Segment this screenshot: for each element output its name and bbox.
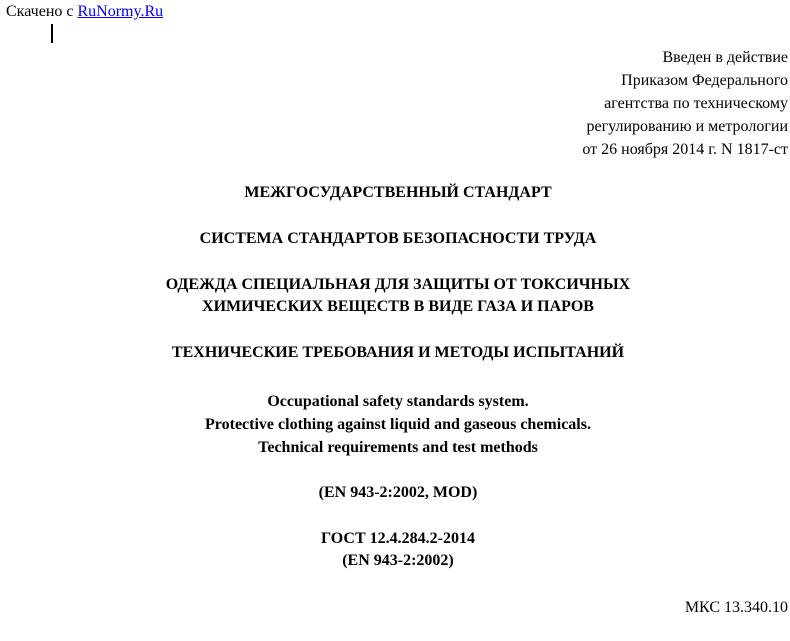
protective-clothing-heading — [0, 274, 790, 318]
gost-identifier-block — [0, 528, 790, 572]
intro-line-3: агентства по техническому — [604, 95, 788, 112]
english-title-block — [0, 390, 790, 459]
download-source-label: Скачено с — [6, 3, 74, 20]
gost-number: ГОСТ 12.4.284.2-2014 — [321, 530, 475, 547]
requirements-heading: ТЕХНИЧЕСКИЕ ТРЕБОВАНИЯ И МЕТОДЫ ИСПЫТАНИЙ — [171, 344, 625, 361]
intro-line-4: регулированию и метрологии — [586, 118, 788, 135]
mks-code: МКС 13.340.10 — [684, 599, 788, 616]
en-reference: (EN 943-2:2002) — [342, 552, 454, 569]
runormy-link[interactable]: RuNormy.Ru — [77, 3, 164, 20]
download-source-line — [6, 2, 163, 21]
intro-line-5: от 26 ноября 2014 г. N 1817-ст — [582, 141, 788, 158]
introduction-notice — [428, 46, 788, 161]
safety-system-heading: СИСТЕМА СТАНДАРТОВ БЕЗОПАСНОСТИ ТРУДА — [199, 230, 597, 247]
protective-clothing-heading-line-1: ОДЕЖДА СПЕЦИАЛЬНАЯ ДЛЯ ЗАЩИТЫ ОТ ТОКСИЧНЫХ — [165, 276, 631, 293]
protective-clothing-heading-line-2: ХИМИЧЕСКИХ ВЕЩЕСТВ В ВИДЕ ГАЗА И ПАРОВ — [202, 298, 594, 315]
text-cursor — [51, 24, 53, 43]
intro-line-1: Введен в действие — [662, 49, 788, 66]
english-title-line-2: Protective clothing against liquid and gaseous chemicals. — [205, 416, 591, 433]
modification-reference: (EN 943-2:2002, MOD) — [318, 484, 478, 501]
intro-line-2: Приказом Федерального — [621, 72, 788, 89]
interstate-standard-heading: МЕЖГОСУДАРСТВЕННЫЙ СТАНДАРТ — [244, 184, 552, 201]
english-title-line-3: Technical requirements and test methods — [258, 439, 538, 456]
english-title-line-1: Occupational safety standards system. — [267, 393, 529, 410]
